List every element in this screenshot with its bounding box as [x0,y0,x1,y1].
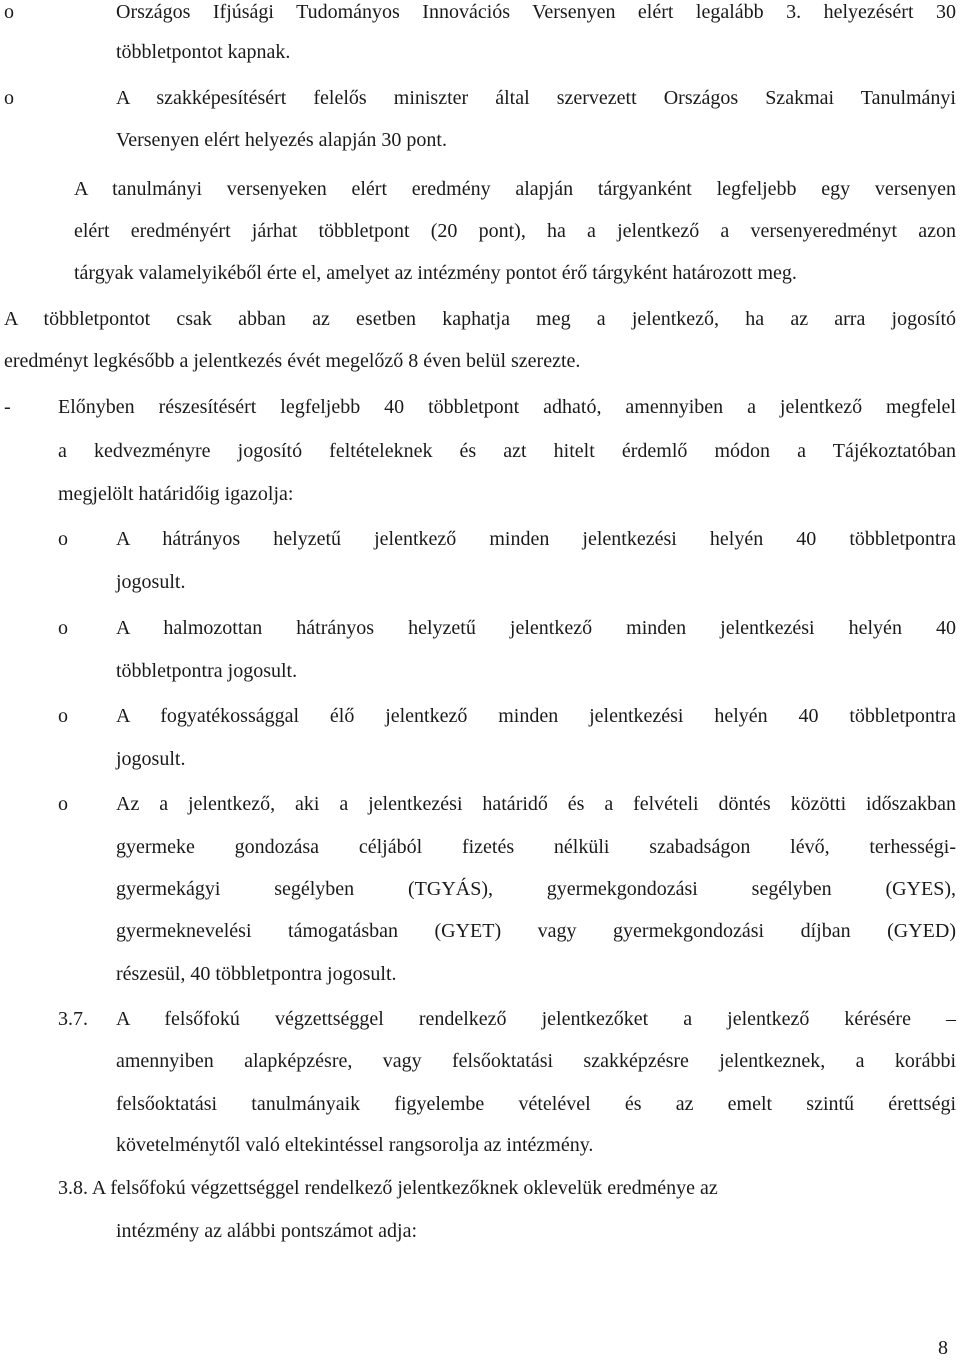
bullet-marker: o [4,87,14,109]
list-item-text: Az a jelentkező, aki a jelentkezési határidő és a felvételi döntés közötti időszakban [116,793,956,815]
section-text: amennyiben alapképzésre, vagy felsőoktatási szakképzésre jelentkeznek, a korábbi [116,1050,956,1072]
list-item-text: A fogyatékossággal élő jelentkező minden jelentkezési helyén 40 többletpontra [116,705,956,727]
bullet-marker: o [58,705,68,727]
page-number: 8 [938,1337,948,1359]
section-number: 3.7. [58,1008,88,1030]
list-item-text: gyermeke gondozása céljából fizetés nélküli szabadságon lévő, terhességi- [116,836,956,858]
list-item-text: A hátrányos helyzetű jelentkező minden jelentkezési helyén 40 többletpontra [116,528,956,550]
paragraph-line: elért eredményért járhat többletpont (20 pont), ha a jelentkező a versenyeredményt azon [74,220,956,242]
list-item-text: jogosult. [116,748,186,770]
section-text: intézmény az alábbi pontszámot adja: [116,1220,417,1242]
list-item-text: megjelölt határidőig igazolja: [58,483,294,505]
paragraph-line: A többletpontot csak abban az esetben kaphatja meg a jelentkező, ha az arra jogosító [4,308,956,330]
list-item-text: A halmozottan hátrányos helyzetű jelentkező minden jelentkezési helyén 40 [116,617,956,639]
dash-marker: - [4,396,11,418]
list-item-text: gyermekágyi segélyben (TGYÁS), gyermekgondozási segélyben (GYES), [116,878,956,900]
section-text: felsőoktatási tanulmányaik figyelembe vételével és az emelt szintű érettségi [116,1093,956,1115]
bullet-marker: o [58,793,68,815]
paragraph-line: A tanulmányi versenyeken elért eredmény alapján tárgyanként legfeljebb egy versenyen [74,178,956,200]
paragraph-line: eredményt legkésőbb a jelentkezés évét megelőző 8 éven belül szerezte. [4,350,581,372]
list-item-text: a kedvezményre jogosító feltételeknek és azt hitelt érdemlő módon a Tájékoztatóban [58,440,956,462]
list-item-text: többletpontra jogosult. [116,660,298,682]
list-item-text: többletpontot kapnak. [116,41,291,63]
paragraph-line: tárgyak valamelyikéből érte el, amelyet az intézmény pontot érő tárgyként határozott meg. [74,262,797,284]
list-item-text: részesül, 40 többletpontra jogosult. [116,963,397,985]
list-item-text: jogosult. [116,571,186,593]
list-item-text: Országos Ifjúsági Tudományos Innovációs Versenyen elért legalább 3. helyezésért 30 [116,1,956,23]
section-text: 3.8. A felsőfokú végzettséggel rendelkező jelentkezőknek oklevelük eredménye az [58,1177,718,1199]
section-text: követelménytől való eltekintéssel rangsorolja az intézmény. [116,1134,594,1156]
list-item-text: gyermeknevelési támogatásban (GYET) vagy gyermekgondozási díjban (GYED) [116,920,956,942]
list-item-text: Versenyen elért helyezés alapján 30 pont. [116,129,447,151]
bullet-marker: o [58,617,68,639]
section-text: A felsőfokú végzettséggel rendelkező jelentkezőket a jelentkező kérésére – [116,1008,956,1030]
bullet-marker: o [4,1,14,23]
bullet-marker: o [58,528,68,550]
list-item-text: Előnyben részesítésért legfeljebb 40 többletpont adható, amennyiben a jelentkező megfelel [58,396,956,418]
list-item-text: A szakképesítésért felelős miniszter által szervezett Országos Szakmai Tanulmányi [116,87,956,109]
